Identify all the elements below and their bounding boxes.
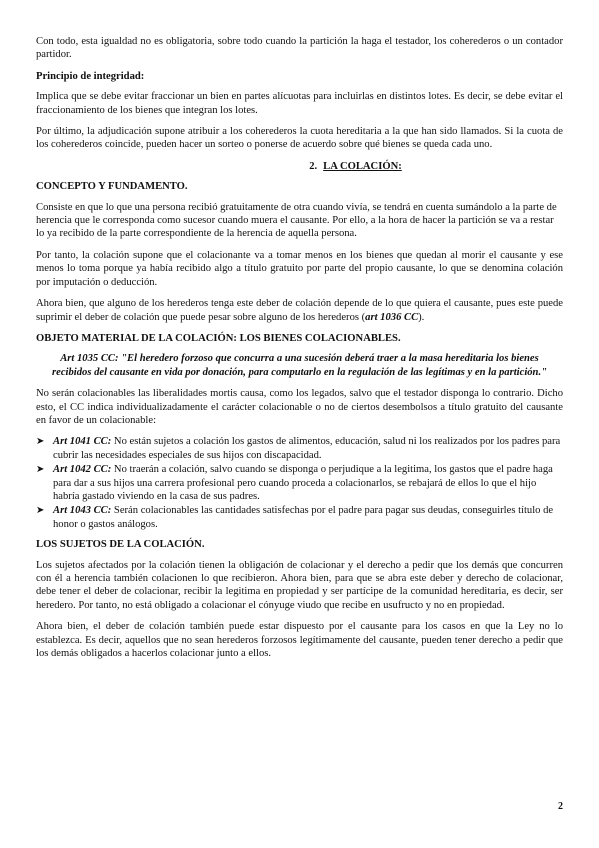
section-number: 2. bbox=[309, 160, 318, 172]
article-reference-1036: art 1036 CC bbox=[365, 311, 419, 323]
article-label: Art 1043 CC: bbox=[53, 505, 112, 517]
heading-sujetos: LOS SUJETOS DE LA COLACIÓN. bbox=[36, 539, 205, 551]
paragraph-integridad: Implica que se debe evitar fraccionar un bien en partes alícuotas para incluirlas en distintos lotes. Es decir, se debe evitar el fraccionamiento de los bienes que integran los lotes. bbox=[36, 91, 563, 116]
bullet-list-articles bbox=[36, 435, 563, 531]
quote-art-1035: Art 1035 CC: "El heredero forzoso que concurra a una sucesión deberá traer a la masa hereditaria los bienes recibidos del causante en vida por donación, para computarlo en la regulación de las legítimas y en la partición." bbox=[52, 353, 547, 378]
section-title-text: LA COLACIÓN: bbox=[323, 160, 402, 172]
list-item bbox=[36, 435, 563, 462]
list-item bbox=[36, 504, 563, 531]
arrowhead-bullet-icon: ➤ bbox=[36, 436, 45, 448]
article-text: No traerán a colación, salvo cuando se disponga o perjudique a la legitima, los gastos que el padre haga para dar a sus hijos una carrera profesional pero cuando proceda a colacionarlos, se rebajará de ellos lo que el hijo habría gastado viviendo en la casa de sus padres. bbox=[53, 464, 553, 502]
paragraph-objeto-1: No serán colacionables las liberalidades mortis causa, como los legados, salvo que el testador disponga lo contrario. Dicho esto, el CC indica individualizadamente el carácter colacionable o no de ciertos desembolsos a título gratuito del causante en favor de un colacionable: bbox=[36, 388, 563, 426]
list-item bbox=[36, 463, 563, 503]
paragraph-igualdad: Con todo, esta igualdad no es obligatoria, sobre todo cuando la partición la haga el testador, los coherederos o un contador partidor. bbox=[36, 36, 563, 61]
article-text: No están sujetos a colación los gastos de alimentos, educación, salud ni los realizados por los padres para cubrir las necesidades especiales de sus hijos con discapacidad. bbox=[53, 436, 561, 461]
article-label: Art 1042 CC: bbox=[53, 464, 112, 476]
paragraph-concepto-3 bbox=[36, 297, 563, 324]
section-title-colacion bbox=[36, 160, 563, 173]
article-label: Art 1041 CC: bbox=[53, 436, 112, 448]
heading-principio-integridad: Principio de integridad: bbox=[36, 70, 145, 82]
paragraph-adjudicacion: Por último, la adjudicación supone atribuir a los coherederos la cuota hereditaria a la que han sido llamados. Si la cuota de los coherederos coincide, pueden hacer un sorteo o ponerse de acuerdo sobre qué bienes se queda cada uno. bbox=[36, 126, 563, 151]
arrowhead-bullet-icon: ➤ bbox=[36, 464, 45, 476]
article-text: Serán colacionables las cantidades satisfechas por el padre para pagar sus deudas, conseguirles título de honor o gastos análogos. bbox=[53, 505, 554, 530]
concepto-3-text: Ahora bien, que alguno de los herederos tenga este deber de colación depende de lo que quiera el causante, pues este puede suprimir el deber de colación que puede pesar sobre alguno de los herederos ( bbox=[36, 298, 563, 323]
paragraph-concepto-1: Consiste en que lo que una persona recibió gratuitamente de otra cuando vivía, se tendrá en cuenta sumándolo a la parte de herencia que le corresponda como sucesor cuando muera el causante. Por ello, a la hora de hacer la partición se va a restar lo ya recibido de la parte correspondiente de la herencia de aquella persona. bbox=[36, 201, 557, 240]
page-number: 2 bbox=[558, 801, 563, 812]
paragraph-sujetos-2: Ahora bien, el deber de colación también puede estar dispuesto por el causante para los casos en que la Ley no lo establezca. Es decir, aquellos que no sean herederos forzosos legítimamente del causante, pueden tener derecho a pedir que los demás obligados a hacerlos colacionar junto a ellos. bbox=[36, 621, 563, 660]
heading-objeto-material: OBJETO MATERIAL DE LA COLACIÓN: LOS BIENES COLACIONABLES. bbox=[36, 332, 401, 344]
paragraph-sujetos-1: Los sujetos afectados por la colación tienen la obligación de colacionar y el derecho a pedir que los demás que concurren con él a herencia también colacionen lo que recibieron. Ahora bien, para que se abra este deber y derecho de colacionar, debe tener el deber de colacionar, recibir la legitima en propiedad y ser partícipe de la comunidad hereditaria, es decir, ser heredero. Por tanto, no está obligado a colacionar el cónyuge viudo que recibe en usufructo y no en propiedad. bbox=[36, 559, 563, 611]
concepto-3-end: ). bbox=[418, 311, 425, 323]
heading-concepto: CONCEPTO Y FUNDAMENTO. bbox=[36, 181, 188, 193]
arrowhead-bullet-icon: ➤ bbox=[36, 505, 45, 517]
paragraph-concepto-2: Por tanto, la colación supone que el colacionante va a tomar menos en los bienes que quedan al morir el causante y ese menos lo toma porque ya había recibido algo a título gratuito por parte del propio causante, lo que se denomina colación por imputación o deducción. bbox=[36, 249, 563, 288]
